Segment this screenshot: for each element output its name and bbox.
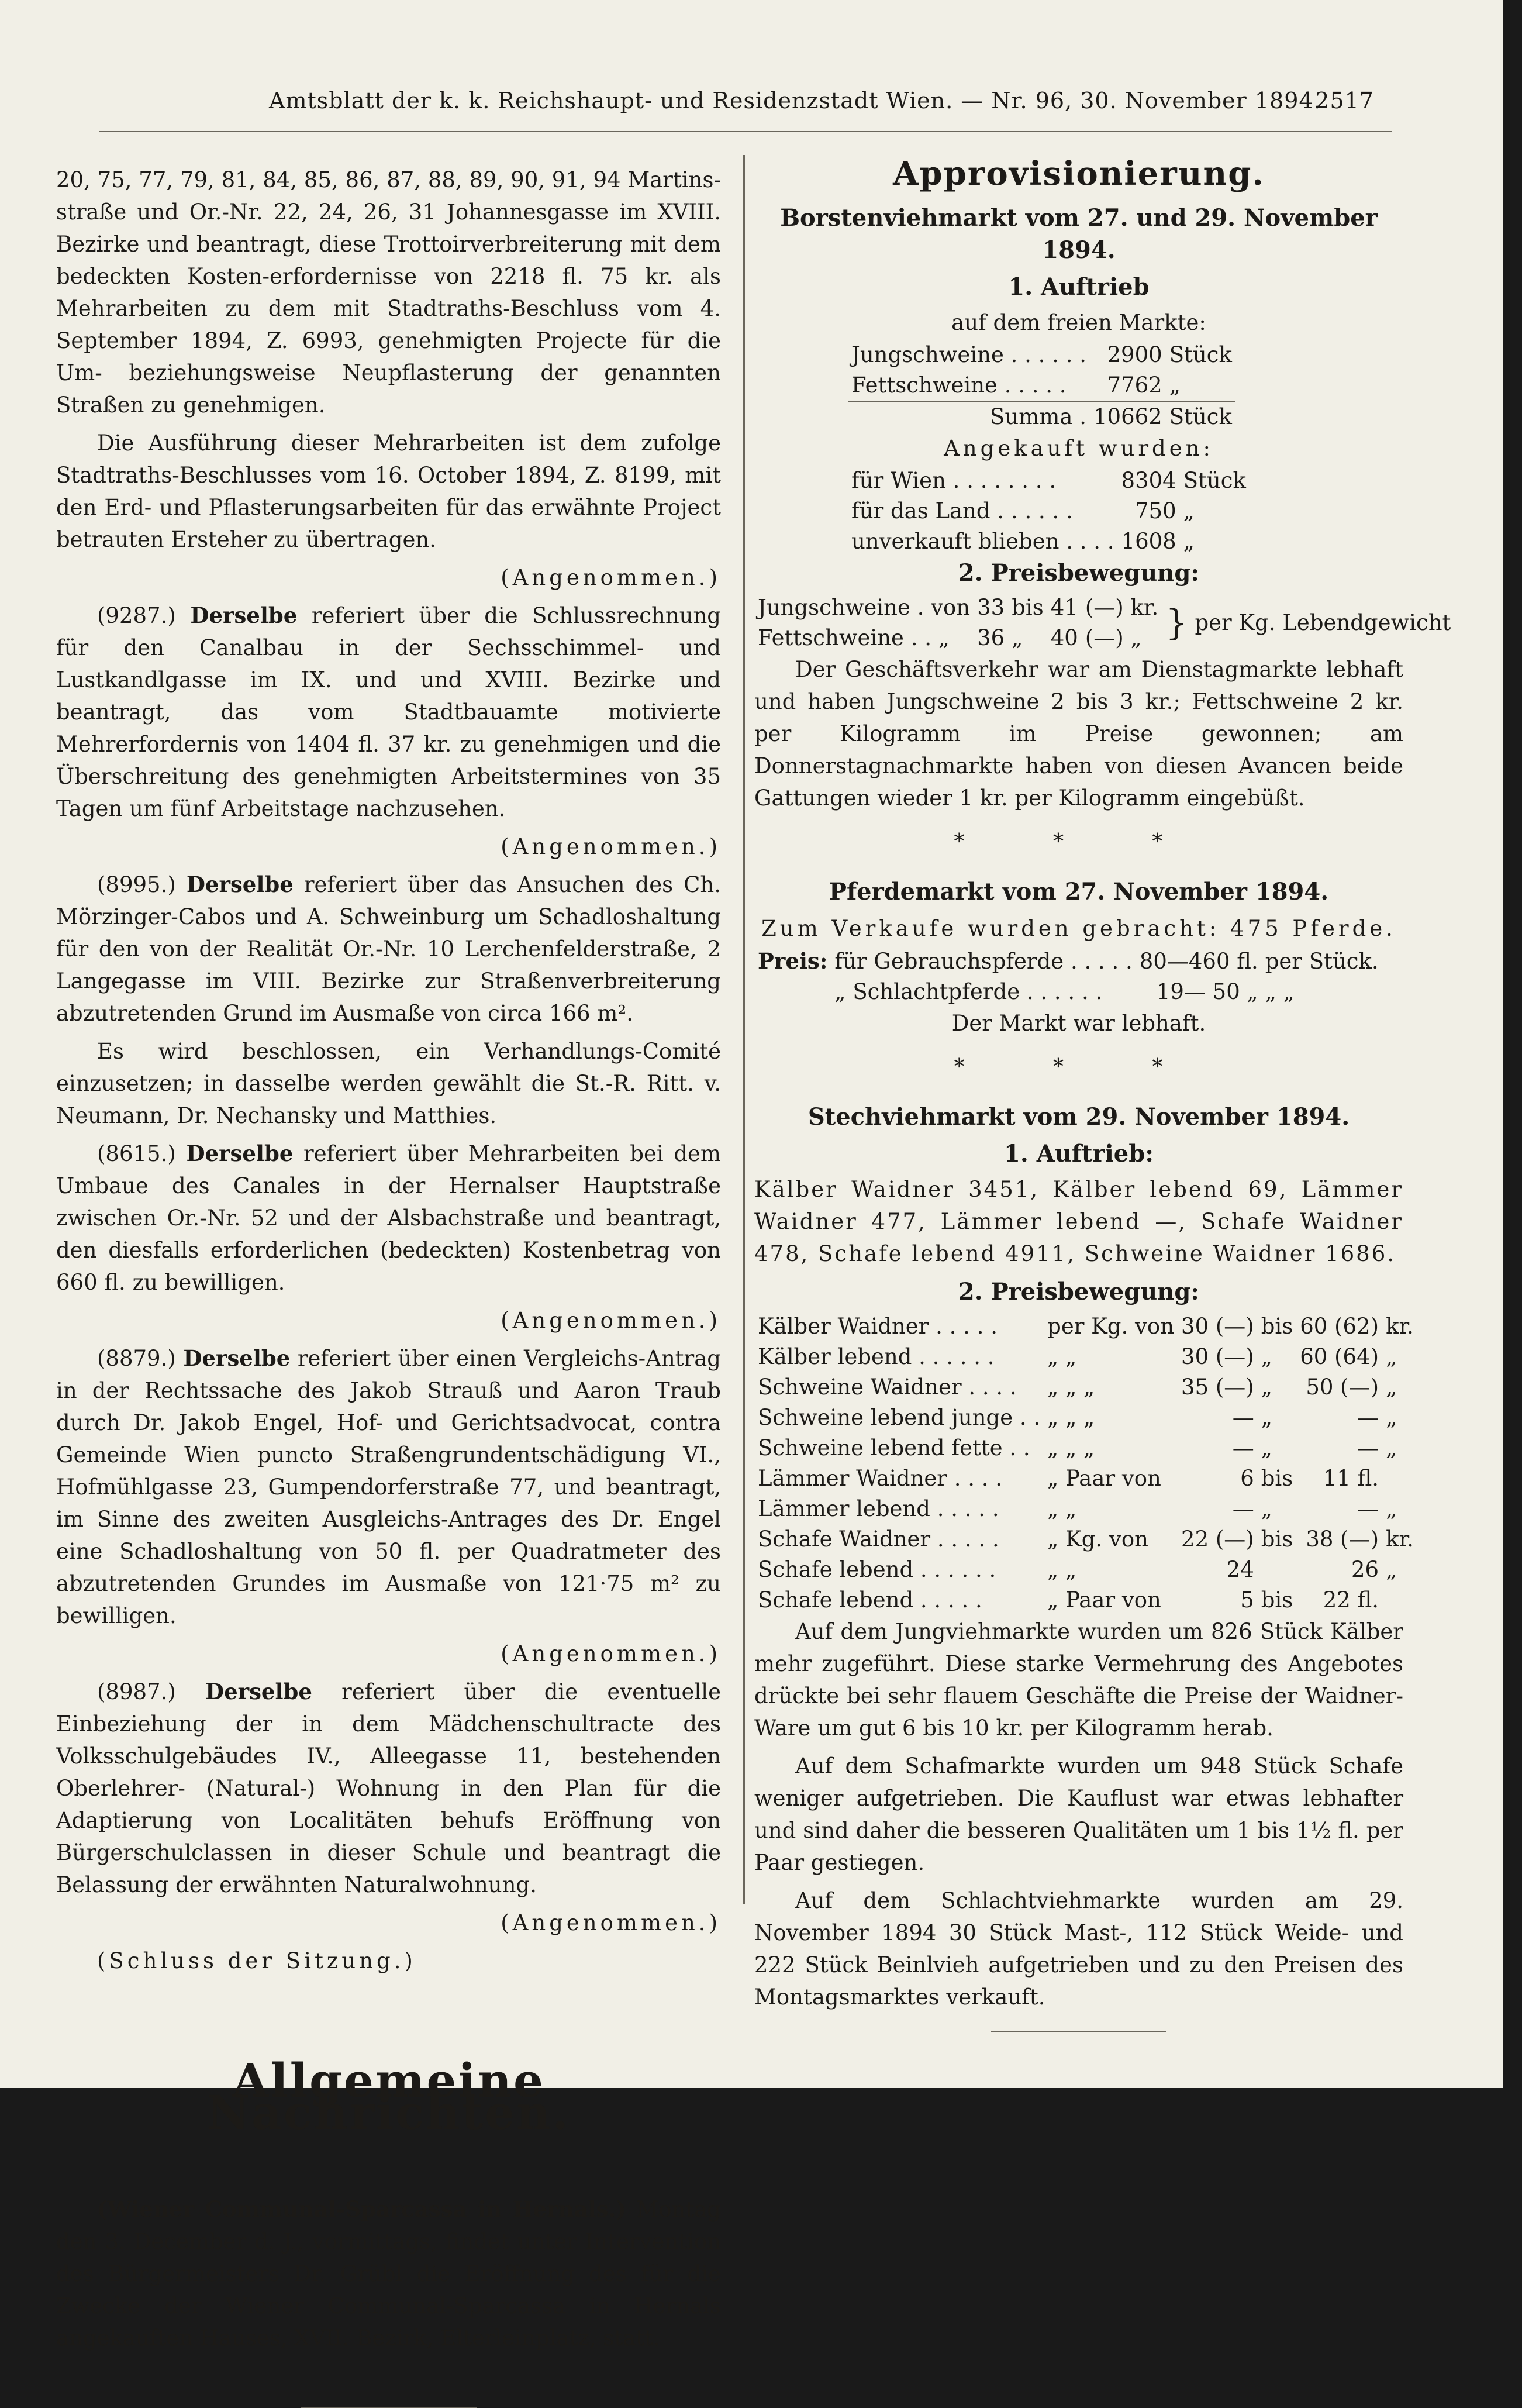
paragraph: Auf dem Schafmarkte wurden um 948 Stück Schafe weniger aufgetrieben. Die Kauflust war etwas lebhafter und sind daher die besseren Qualitäten um 1 bis 1½ fl. per Paar gestiegen. [754,1754,1403,1875]
separator-stars: * * * [954,1055,1204,1079]
price-extra: (—) kr. [1085,595,1159,620]
row-unit: „ Paar von [1047,1466,1161,1491]
row-unit: per Stück. [1265,948,1379,974]
price-from: 35 (—) [1181,1374,1254,1400]
price-from: 22 (—) [1181,1527,1254,1552]
row-unit: „ „ [1265,979,1295,1004]
price-to: 50 (—) [1306,1374,1379,1400]
price-from: 5 [1240,1587,1254,1613]
motion-speaker: Derselbe [186,1141,294,1166]
price-bis: „ [1261,1405,1272,1430]
news-paragraph [56,2193,721,2354]
motion-text: referiert über einen Vergleichs-Antrag in der Rechtssache des Jakob Strauß und Aaron Traub durch Dr. Jakob Engel, Hof- und Gerichtsadvocat, contra Gemeinde Wien puncto Straßengrundentschädigung VI., Hofmühlgasse 23, Gumpendorferstraße 77, und beantragt, im Sinne des zweiten Ausgleichs-Antrages des Dr. Engel eine Schadloshaltung von 50 fl. per Quadratmeter des abzutretenden Grundes im Ausmaße von 121·75 m² zu bewilligen. [56,1346,721,1628]
row-unit: „ Paar von [1047,1587,1161,1613]
row-label: Schafe lebend . . . . . [758,1587,982,1613]
row-label: Summa . [990,404,1086,429]
table-row [754,946,1382,977]
motion-paragraph [56,869,721,1029]
motion-text: referiert über das Ansuchen des Ch. Mörzinger-Cabos und A. Schweinburg um Schadloshaltung für den von der Realität Or.-Nr. 10 Lerchenfelderstraße, 2 Langegasse im VIII. Bezirke zur Straßenverbreiterung abzutretenden Grund im Ausmaße von circa 166 m². [56,872,722,1026]
table-row [848,526,1250,557]
price-bis: „ [1261,1496,1272,1521]
row-unit: „ „ [1047,1557,1077,1582]
row-unit: Stück [1169,342,1232,367]
row-unit: „ „ „ [1047,1405,1095,1430]
row-label: Schafe Waidner . . . . . [758,1527,999,1552]
price-cur: „ [1386,1344,1397,1369]
paragraph: Kälber Waidner 3451, Kälber lebend 69, Lämmer Waidner 477, Lämmer lebend —, Schafe Waidner 478, Schafe lebend 4911, Schweine Waidner 1686. [754,1177,1403,1266]
row-label: Kälber lebend . . . . . . [758,1344,995,1369]
row-label: Lämmer lebend . . . . . [758,1496,999,1521]
motion-number: (9287.) [97,603,176,628]
row-label: für Wien . . . . . . . . [851,468,1057,493]
motion-text: referiert über die Schlussrechnung für den Canalbau in der Sechsschimmel- und Lustkandlgasse im IX. und und XVIII. Bezirke und beantragt, das vom Stadtbauamte motivierte Mehrerfordernis von 1404 fl. 37 kr. zu genehmigen und die Überschreitung des genehmigten Arbeitstermines von 35 Tagen um fünf Arbeitstage nachzusehen. [56,603,721,821]
row-label: unverkauft blieben . . . . [851,529,1114,554]
running-header [117,88,1374,123]
motion-number: (8879.) [97,1346,176,1371]
price-bis: bis [1261,1527,1293,1552]
row-value: 7762 [1107,373,1162,398]
subheading-angekauft: Angekauft wurden: [944,436,1214,461]
price-to: 26 [1351,1557,1379,1582]
table-row [848,466,1250,496]
price-bis: bis [1261,1587,1293,1613]
subheading-auftrieb: 1. Auftrieb: [1004,1140,1154,1167]
motion-speaker: Derselbe [186,871,294,897]
subheading-auftrieb: 1. Auftrieb [1008,273,1150,301]
table-row [754,1372,1417,1403]
row-label: Lämmer Waidner . . . . [758,1466,1003,1491]
subheading-preisbewegung: 2. Preisbewegung: [958,559,1200,587]
row-range: 19— 50 „ [1156,979,1258,1004]
motion-speaker: Derselbe [183,1345,291,1371]
motion-number: (8615.) [97,1141,176,1166]
price-table-horses [754,946,1382,1007]
right-column [754,154,1451,2032]
price-cur: kr. [1386,1314,1414,1339]
table-row [848,340,1235,370]
subheading-freier-markt: auf dem freien Markte: [951,310,1206,335]
row-label: Schweine lebend fette . . [758,1435,1030,1460]
market-title-borstenvieh: Borstenviehmarkt vom 27. und 29. November 1894. [780,204,1378,264]
row-value: 10662 [1093,404,1162,429]
table-row [754,1342,1417,1372]
price-to: 11 fl. [1323,1466,1379,1491]
table-row [754,1311,1417,1342]
table-row [754,1524,1417,1555]
status-accepted: (Angenommen.) [501,1641,721,1666]
paragraph: Auf dem Schlachtviehmarkte wurden am 29. November 1894 30 Stück Mast-, 112 Stück Weide- und 222 Stück Beinlvieh aufgetrieben und zu den Preisen des Montagsmarktes verkauft. [754,1888,1403,2010]
motion-paragraph [56,600,721,825]
price-cur: „ [1386,1435,1397,1460]
row-unit: „ [1183,529,1195,554]
row-label: Schweine Waidner . . . . [758,1374,1017,1400]
row-value: 750 [1135,498,1176,523]
row-unit: „ „ [1047,1344,1077,1369]
price-cur: „ [1386,1374,1397,1400]
row-unit: „ Kg. von [1047,1527,1148,1552]
table-row [754,1555,1417,1585]
price-bis: „ [1012,625,1023,650]
table-row [848,370,1235,401]
price-label [754,946,831,977]
paragraph: 20, 75, 77, 79, 81, 84, 85, 86, 87, 88, 89, 90, 91, 94 Martins-straße und Or.-Nr. 22, 24, 26, 31 Johannesgasse im XVIII. Bezirke und beantragt, diese Trottoirverbreiterung mit dem bedeckten Kosten-erfordernisse von 2218 fl. 75 kr. als Mehrarbeiten zu dem mit Stadtraths-Beschluss vom 4. September 1894, Z. 6993, genehmigten Projecte für die Um- beziehungsweise Neupflasterung der genannten Straßen zu genehmigen. [56,167,721,418]
section-heading-approvisionierung: Approvisionierung. [893,154,1265,193]
price-from: 24 [1226,1557,1254,1582]
paragraph: Es wird beschlossen, ein Verhandlungs-Comité einzusetzen; in dasselbe werden gewählt die St.-R. Ritt. v. Neumann, Dr. Nechansky und Matthies. [56,1039,721,1128]
row-value: 2900 [1107,342,1162,367]
price-table-stechvieh [754,1311,1417,1615]
price-cur: „ [1386,1557,1397,1582]
price-note: per Kg. Lebendgewicht [1195,610,1451,635]
price-from: 33 [977,595,1005,620]
motion-speaker: Derselbe [205,1679,312,1704]
session-closing: (Schluss der Sitzung.) [97,1948,416,1973]
row-label: „ Schlachtpferde . . . . . . [834,979,1103,1004]
price-bis: „ [1261,1344,1272,1369]
market-title-pferde: Pferdemarkt vom 27. November 1894. [829,878,1329,905]
motion-text: referiert über die eventuelle Einbeziehung der in dem Mädchenschultracte des Volksschulgebäudes IV., Alleegasse 11, bestehenden Oberlehrer- (Natural-) Wohnung in den Plan für die Adaptierung von Localitäten behufs Eröffnung von Bürgerschulclassen in dieser Schule und beantragt die Belassung der erwähnten Naturalwohnung. [56,1679,722,1897]
row-label: Fettschweine . . „ [758,625,950,650]
table-row [754,977,1382,1007]
price-to: 40 [1050,625,1078,650]
motion-text: referiert über Mehrarbeiten bei dem Umbaue des Canales in der Hernalser Hauptstraße zwischen Or.-Nr. 52 und der Alsbachstraße und beantragt, den diesfalls erforderlichen (bedeckten) Kostenbetrag von 660 fl. zu bewilligen. [56,1141,721,1295]
row-label: für das Land . . . . . . [851,498,1073,523]
row-unit: Stück [1169,404,1232,429]
row-label: Schweine lebend junge . . [758,1405,1041,1430]
price-from: 30 (—) [1181,1344,1254,1369]
table-row [754,1585,1417,1615]
price-cur: kr. [1386,1527,1414,1552]
row-unit: „ „ [1047,1496,1077,1521]
price-to: 60 (62) [1300,1314,1379,1339]
price-bis: bis [1261,1466,1293,1491]
row-unit: „ [1169,373,1181,398]
status-accepted: (Angenommen.) [501,834,721,859]
header-rule [99,130,1392,140]
market-note: Der Markt war lebhaft. [951,1011,1206,1036]
row-unit: Stück [1183,468,1246,493]
price-to: 60 (64) [1300,1344,1379,1369]
price-to: 41 [1050,595,1078,620]
table-row [754,1433,1417,1463]
price-from: 36 [977,625,1005,650]
motion-paragraph [56,1138,721,1298]
row-unit: „ [1183,498,1195,523]
section-heading-news: Allgemeine Nachrichten. [206,2053,571,2140]
brace: } [1165,602,1188,643]
row-label: Schafe lebend . . . . . . [758,1557,996,1582]
table-row [848,496,1250,526]
price-cur [1382,1463,1417,1494]
separator-stars: * * * [954,830,1204,854]
table-row [754,592,1454,623]
status-accepted: (Angenommen.) [501,565,721,590]
row-range: 80—460 fl. [1139,948,1258,974]
row-unit: „ „ „ [1047,1435,1095,1460]
price-to: 22 fl. [1323,1587,1379,1613]
motion-number: (8987.) [97,1679,176,1704]
row-label: für Gebrauchspferde . . . . . [834,948,1133,974]
price-from: 6 [1240,1466,1254,1491]
price-cur [1382,1585,1417,1615]
subheading-preisbewegung: 2. Preisbewegung: [958,1278,1200,1305]
price-to: — [1357,1405,1379,1430]
price-from: 30 (—) [1181,1314,1254,1339]
status-accepted: (Angenommen.) [501,1308,721,1333]
header-title: Amtsblatt der k. k. Reichshaupt- und Residenzstadt Wien. — Nr. 96, 30. November 1894. [269,88,1321,113]
price-to: — [1357,1435,1379,1460]
purchase-table [848,466,1250,557]
horses-offered: Zum Verkaufe wurden gebracht: 475 Pferde. [761,916,1396,941]
paragraph: Auf dem Jungviehmarkte wurden um 826 Stück Kälber mehr zugeführt. Diese starke Vermehrung des Angebotes drückte bei sehr flauem Geschäfte die Preise der Waidner-Ware um gut 6 bis 10 kr. per Kilogramm herab. [754,1619,1403,1741]
row-label: Fettschweine . . . . . [851,373,1067,398]
page-number: 2517 [1315,88,1374,113]
motion-paragraph [56,1342,721,1632]
end-rule [991,2031,1166,2032]
row-label: Jungschweine . von [758,595,971,620]
paragraph: Die Ausführung dieser Mehrarbeiten ist dem zufolge Stadtraths-Beschlusses vom 16. October 1894, Z. 8199, mit den Erd- und Pflasterungsarbeiten für das erwähnte Project betrauten Ersteher zu übertragen. [56,430,721,552]
price-bis: bis [1261,1314,1293,1339]
row-label: Jungschweine . . . . . . [851,342,1086,367]
price-cur: „ [1386,1496,1397,1521]
paragraph: Der Geschäftsverkehr war am Dienstagmarkte lebhaft und haben Jungschweine 2 bis 3 kr.; Fettschweine 2 kr. per Kilogramm im Preise gewonnen; am Donnerstagnachmarkte haben von diesen Avancen beide Gattungen wieder 1 kr. per Kilogramm eingebüßt. [754,657,1403,811]
price-extra: (—) „ [1085,625,1142,650]
market-title-stechvieh: Stechviehmarkt vom 29. November 1894. [807,1103,1350,1131]
row-unit: „ „ „ [1047,1374,1095,1400]
row-unit: per Kg. von [1047,1314,1175,1339]
price-from: — [1232,1405,1254,1430]
row-value: 1608 [1121,529,1176,554]
price-bis: „ [1261,1435,1272,1460]
status-accepted: (Angenommen.) [501,1910,721,1935]
supply-table [848,340,1235,432]
news-text: Montag den 3. December d. J., vormittags, findet unter Intervention des Bürgermeisters Dr. Grübl die Eröffnung des für die Zwecke der Wiener Communal-Sparcassa in Hernals angekauften Hauses, XVII. Bezirk, Elterleinplatz, statt. [56,2197,721,2351]
motion-speaker: Derselbe [190,602,298,628]
table-row [754,1463,1417,1494]
table-row [754,1494,1417,1524]
price-to: — [1357,1496,1379,1521]
price-from: — [1232,1435,1254,1460]
column-divider [743,155,745,1904]
price-from: — [1232,1496,1254,1521]
motion-number: (8995.) [97,872,176,897]
price-bis [1258,1555,1297,1585]
row-value: 8304 [1121,468,1176,493]
price-bis: bis [1012,595,1044,620]
preis-label: Preis: [758,948,828,974]
price-to: 38 (—) [1306,1527,1379,1552]
table-row-summa [848,401,1235,432]
motion-paragraph [56,1676,721,1901]
left-column [56,164,721,2408]
table-row [754,1403,1417,1433]
row-label: Kälber Waidner . . . . . [758,1314,998,1339]
news-lead: (Wiener Communal-Sparcassa in Hernals.) [97,2196,626,2222]
price-bis: „ [1261,1374,1272,1400]
price-table-swine [754,592,1454,653]
price-cur: „ [1386,1405,1397,1430]
